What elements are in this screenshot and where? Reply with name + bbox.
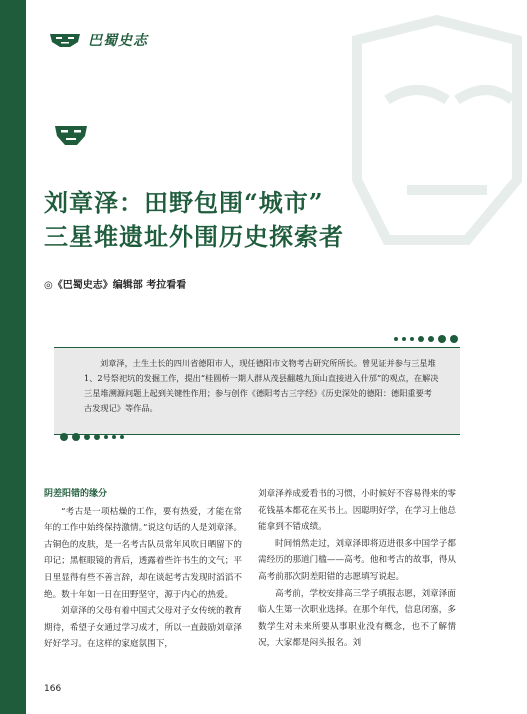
paragraph: 刘章泽养成爱看书的习惯，小时候好不容易得来的零花钱基本都花在买书上。因聪明好学，在学习上他总能拿到不错成绩。 xyxy=(258,489,456,533)
paragraph: 高考前，学校安排高三学子填报志愿，刘章泽面临人生第一次职业选择。在那个年代，信息闭塞，多数学生对未来所要从事职业没有概念，也不了解情况，大家都是闷头报名。刘 xyxy=(258,588,456,649)
abstract-box xyxy=(54,347,460,435)
paragraph: “考古是一项枯燥的工作，要有热爱，才能在常年的工作中始终保持激情。”说这句话的人是刘章泽。古铜色的皮肤，是一名考古队员常年风吹日晒留下的印记；黑框眼镜的背后，透露着些许书生的文气；平日里显得有些不善言辞，却在谈起考古发现时滔滔不绝。数十年如一日在田野坚守，源于内心的热爱。 xyxy=(44,506,242,600)
title-line-1: 刘章泽：田野包围“城市” xyxy=(44,188,324,217)
body-column-right xyxy=(258,486,456,652)
decorative-dots-icon xyxy=(391,334,461,344)
page-number: 166 xyxy=(44,684,62,694)
bronze-mask-title-icon xyxy=(54,124,88,146)
brand-header xyxy=(48,30,148,50)
brand-name: 巴蜀史志 xyxy=(88,33,148,49)
bronze-mask-logo-icon xyxy=(48,32,82,48)
paragraph: 时间悄然走过，刘章泽即将迈进很多中国学子都需经历的那道门槛——高考。他和考古的故事，得从高考前那次阴差阳错的志愿填写说起。 xyxy=(258,538,456,582)
decorative-dots-icon xyxy=(58,432,128,442)
paragraph: 刘章泽的父母有着中国式父母对子女传统的教育期待，希望子女通过学习成才，所以一直鼓励刘章泽好好学习。在这样的家庭氛围下， xyxy=(44,606,242,650)
title-line-2: 三星堆遗址外围历史探索者 xyxy=(44,222,344,251)
section-heading: 阴差阳错的缘分 xyxy=(44,489,108,499)
byline: ◎《巴蜀史志》编辑部 考拉看看 xyxy=(44,280,187,291)
article-title xyxy=(44,186,424,254)
bronze-mask-watermark xyxy=(317,0,527,300)
body-column-left xyxy=(44,486,242,653)
left-accent-bar xyxy=(0,0,26,714)
abstract-text: 刘章泽，土生土长的四川省德阳市人，现任德阳市文物考古研究所所长。曾见证并参与三星堆1、2号祭祀坑的发掘工作，提出“桂圆桥一期人群从茂县翻越九顶山直接进入什邡”的观点，在解决三星堆溯源问题上起到关键性作用；参与创作《德阳考古三字经》《历史深处的德阳：德阳重要考古发现记》等作品。 xyxy=(84,358,439,413)
